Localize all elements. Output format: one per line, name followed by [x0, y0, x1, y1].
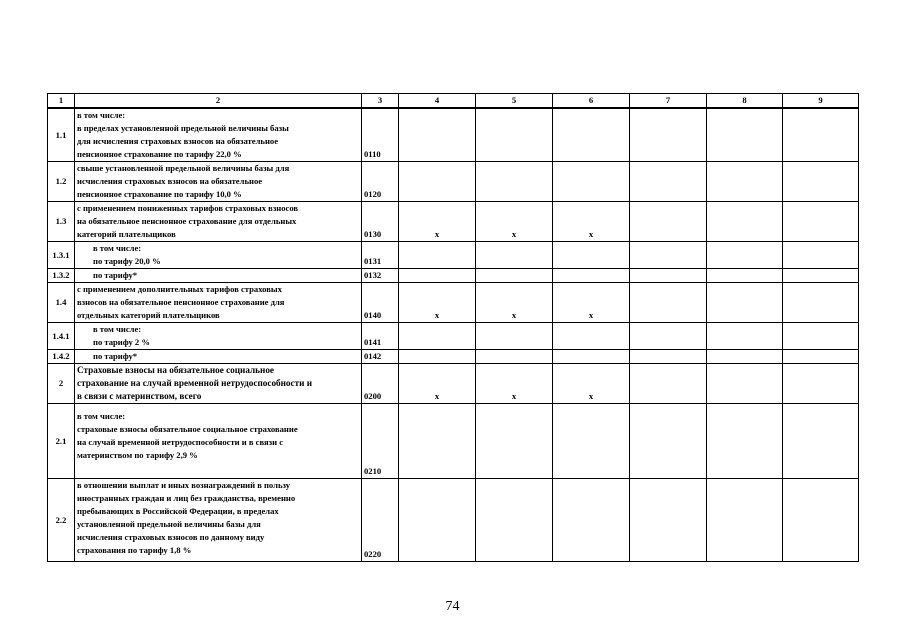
value-cell	[476, 323, 553, 350]
line-code: 0210	[362, 404, 399, 479]
value-cell: х	[476, 283, 553, 323]
description-line: в том числе:	[77, 110, 126, 120]
value-cell: х	[399, 364, 476, 404]
value-cell	[783, 269, 859, 283]
row-description	[75, 162, 362, 202]
description-line: в том числе:	[93, 324, 142, 334]
description-line: на обязательное пенсионное страхование для отдельных	[77, 216, 297, 226]
description-line: Страховые взносы на обязательное социальное	[77, 365, 274, 375]
value-cell	[630, 479, 707, 562]
row-number: 1.3.2	[48, 269, 75, 283]
row-description	[75, 350, 362, 364]
header-cell: 9	[783, 94, 859, 109]
value-cell	[476, 269, 553, 283]
value-cell	[630, 202, 707, 242]
row-description	[75, 269, 362, 283]
line-code: 0140	[362, 283, 399, 323]
description-line: с применением дополнительных тарифов страховых	[77, 284, 282, 294]
value-cell	[399, 350, 476, 364]
row-description	[75, 404, 362, 479]
value-cell	[553, 404, 630, 479]
value-cell	[783, 323, 859, 350]
table-row	[48, 283, 859, 323]
value-cell	[399, 323, 476, 350]
table-row	[48, 162, 859, 202]
value-cell	[399, 404, 476, 479]
value-cell	[399, 269, 476, 283]
description-line: страховые взносы обязательное социальное страхование	[77, 424, 298, 434]
table-row	[48, 364, 859, 404]
value-cell	[630, 350, 707, 364]
value-cell	[783, 404, 859, 479]
header-cell: 3	[362, 94, 399, 109]
value-cell	[476, 162, 553, 202]
description-line: исчисления страховых взносов по данному виду	[77, 532, 265, 542]
row-number: 2.2	[48, 479, 75, 562]
description-line: иностранных граждан и лиц без гражданства, временно	[77, 493, 296, 503]
description-line: взносов на обязательное пенсионное страхование для	[77, 297, 285, 307]
value-cell	[783, 242, 859, 269]
value-cell	[783, 202, 859, 242]
row-description	[75, 323, 362, 350]
value-cell	[399, 162, 476, 202]
description-line: свыше установленной предельной величины базы для	[77, 163, 290, 173]
table-row	[48, 202, 859, 242]
header-cell: 6	[553, 94, 630, 109]
value-cell	[399, 108, 476, 162]
line-code: 0120	[362, 162, 399, 202]
value-cell	[630, 364, 707, 404]
line-code: 0130	[362, 202, 399, 242]
table-row	[48, 108, 859, 162]
value-cell	[783, 479, 859, 562]
line-code: 0141	[362, 323, 399, 350]
line-code: 0110	[362, 108, 399, 162]
value-cell	[476, 108, 553, 162]
description-line: страхования по тарифу 1,8 %	[77, 545, 192, 555]
description-line: на случай временной нетрудоспособности и в связи с	[77, 437, 284, 447]
value-cell	[707, 350, 783, 364]
line-code: 0142	[362, 350, 399, 364]
line-code: 0132	[362, 269, 399, 283]
value-cell	[399, 479, 476, 562]
table-row	[48, 479, 859, 562]
description-line: в связи с материнством, всего	[77, 391, 202, 401]
description-line: категорий плательщиков	[77, 229, 176, 239]
description-line: в том числе:	[77, 411, 126, 421]
row-description	[75, 108, 362, 162]
value-cell	[553, 108, 630, 162]
row-number: 1.4	[48, 283, 75, 323]
row-number: 1.4.2	[48, 350, 75, 364]
value-cell	[553, 269, 630, 283]
table-row	[48, 269, 859, 283]
table-body	[48, 94, 859, 562]
description-line: пенсионное страхование по тарифу 22,0 %	[77, 149, 242, 159]
value-cell	[630, 404, 707, 479]
row-number: 2.1	[48, 404, 75, 479]
header-cell: 2	[75, 94, 362, 109]
line-code: 0131	[362, 242, 399, 269]
description-line: в том числе:	[93, 243, 142, 253]
page-number: 74	[445, 599, 460, 614]
value-cell: х	[553, 202, 630, 242]
value-cell	[553, 242, 630, 269]
value-cell	[707, 162, 783, 202]
description-line: по тарифу*	[93, 270, 138, 280]
row-description	[75, 479, 362, 562]
description-line: в пределах установленной предельной величины базы	[77, 123, 289, 133]
line-code: 0220	[362, 479, 399, 562]
row-number: 1.3.1	[48, 242, 75, 269]
value-cell	[553, 162, 630, 202]
description-line: материнством по тарифу 2,9 %	[77, 450, 198, 460]
table-row	[48, 404, 859, 479]
value-cell	[399, 242, 476, 269]
description-line: по тарифу*	[93, 351, 138, 361]
value-cell: х	[553, 364, 630, 404]
table-row	[48, 323, 859, 350]
value-cell: х	[553, 283, 630, 323]
header-cell: 8	[707, 94, 783, 109]
value-cell	[553, 350, 630, 364]
description-line: по тарифу 2 %	[93, 337, 150, 347]
description-line: исчисления страховых взносов на обязательное	[77, 176, 263, 186]
description-line: по тарифу 20,0 %	[93, 256, 161, 266]
row-number: 1.3	[48, 202, 75, 242]
value-cell	[783, 108, 859, 162]
value-cell: х	[399, 283, 476, 323]
row-number: 2	[48, 364, 75, 404]
value-cell	[630, 283, 707, 323]
description-line: с применением пониженных тарифов страховых взносов	[77, 203, 299, 213]
value-cell	[707, 479, 783, 562]
description-line: в отношении выплат и иных вознаграждений в пользу	[77, 480, 291, 490]
value-cell	[707, 404, 783, 479]
value-cell	[707, 269, 783, 283]
value-cell	[707, 283, 783, 323]
value-cell	[630, 323, 707, 350]
value-cell	[783, 364, 859, 404]
value-cell	[707, 242, 783, 269]
header-cell: 7	[630, 94, 707, 109]
header-cell: 4	[399, 94, 476, 109]
value-cell	[707, 364, 783, 404]
description-line: пребывающих в Российской Федерации, в пределах	[77, 506, 279, 516]
header-row	[48, 94, 859, 109]
description-line: отдельных категорий плательщиков	[77, 310, 220, 320]
value-cell	[630, 162, 707, 202]
value-cell	[476, 350, 553, 364]
value-cell: х	[476, 364, 553, 404]
value-cell	[476, 404, 553, 479]
table-row	[48, 242, 859, 269]
value-cell	[476, 479, 553, 562]
value-cell	[553, 479, 630, 562]
value-cell: х	[476, 202, 553, 242]
value-cell	[630, 242, 707, 269]
row-number: 1.1	[48, 108, 75, 162]
value-cell	[630, 108, 707, 162]
row-description	[75, 283, 362, 323]
description-line: установленной предельной величины базы для	[77, 519, 261, 529]
row-description	[75, 242, 362, 269]
description-line: для исчисления страховых взносов на обязательное	[77, 136, 279, 146]
value-cell	[783, 350, 859, 364]
description-line: пенсионное страхование по тарифу 10,0 %	[77, 189, 242, 199]
value-cell	[707, 108, 783, 162]
row-number: 1.4.1	[48, 323, 75, 350]
value-cell: х	[399, 202, 476, 242]
value-cell	[630, 269, 707, 283]
contributions-table	[47, 93, 859, 562]
value-cell	[783, 283, 859, 323]
line-code: 0200	[362, 364, 399, 404]
header-cell: 1	[48, 94, 75, 109]
value-cell	[783, 162, 859, 202]
row-number: 1.2	[48, 162, 75, 202]
row-description	[75, 364, 362, 404]
description-line: страхование на случай временной нетрудоспособности и	[77, 378, 312, 388]
value-cell	[707, 323, 783, 350]
table-row	[48, 350, 859, 364]
value-cell	[476, 242, 553, 269]
value-cell	[707, 202, 783, 242]
header-cell: 5	[476, 94, 553, 109]
row-description	[75, 202, 362, 242]
value-cell	[553, 323, 630, 350]
